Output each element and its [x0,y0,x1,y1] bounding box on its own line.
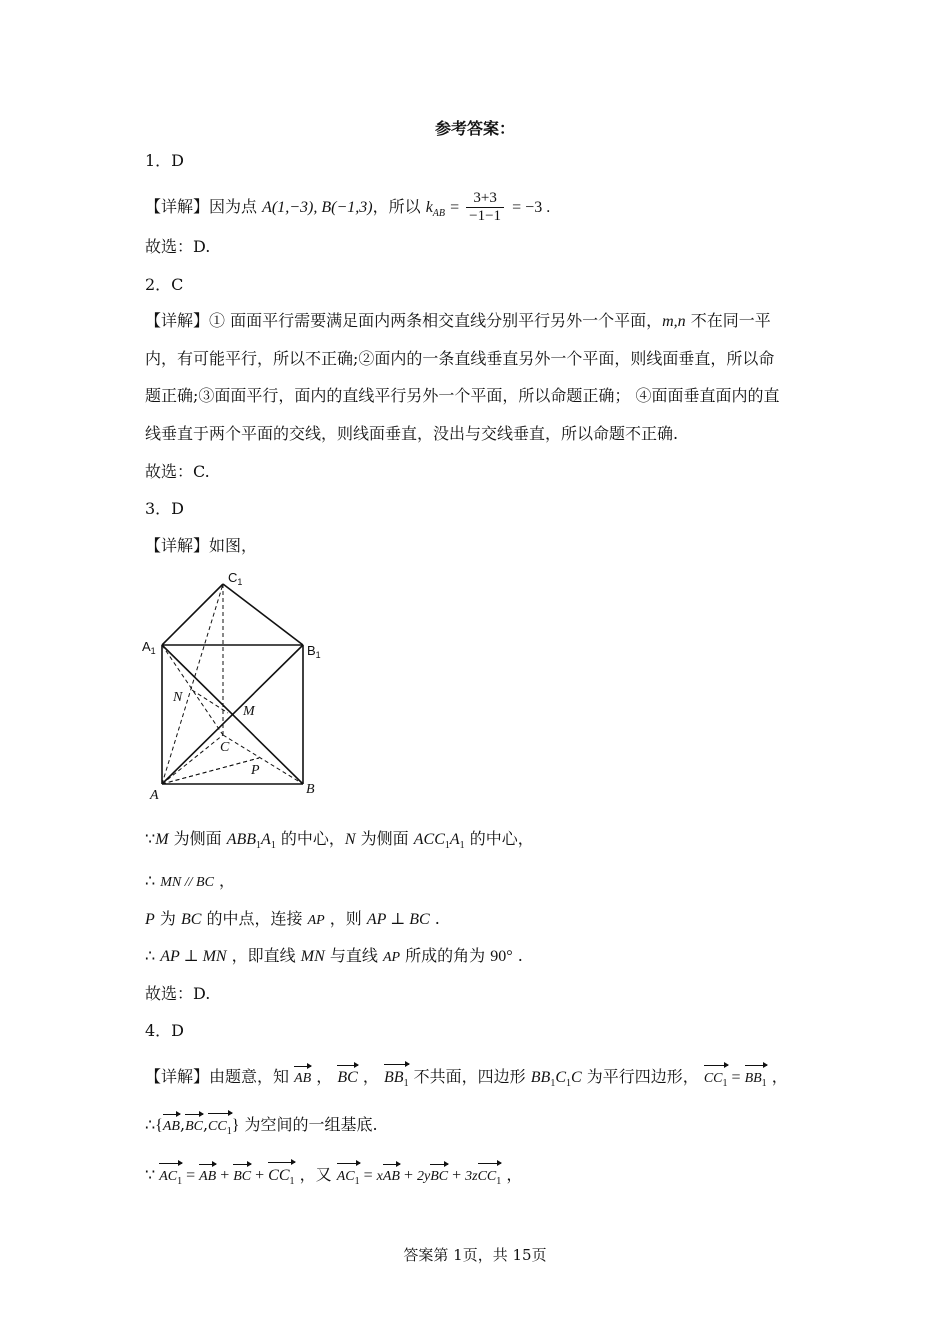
vector-cc1 [268,1162,294,1193]
q1-text-b: ，所以 [372,197,421,216]
plus: + [448,1167,466,1184]
q3-text: 为 [154,909,181,928]
because-symbol: ∵ [145,1167,160,1184]
vector-cc1 [704,1065,728,1095]
vector-ab: AB [294,1066,311,1090]
subscript: 1 [459,840,465,852]
q1-points: A(1,−3), B(−1,3) [262,199,373,216]
q4-text: ， [501,1165,523,1184]
q3-text: ，即直线 [226,946,301,965]
q4-text: 为空间的一组基底. [239,1115,378,1134]
q3-heading: 3．D [145,499,185,518]
q1-heading: 1．D [145,151,185,170]
plus: + [399,1167,417,1184]
equals: = [727,1069,745,1086]
equals: = [359,1167,377,1184]
label-c: C [220,740,230,755]
q1-text-a: 因为点 [209,197,258,216]
label-b1: $B_1$ [307,643,321,660]
q2-line1-tail: 不在同一平 [685,311,771,330]
vector-body: CC [208,1119,227,1134]
vector-bc: BC [233,1164,251,1188]
vector-bc: BC [185,1114,203,1138]
subscript: 1 [354,1175,360,1187]
q4-text: 为平行四边形， [581,1067,699,1086]
label-m: M [243,704,255,719]
q3-text: 的中点，连接 [201,909,308,928]
subscript: 1 [270,840,276,852]
q2-mn: m,n [662,313,686,330]
q4-heading: 4．D [145,1021,185,1040]
slope-fraction [466,190,504,225]
q3-text: 为侧面 [168,829,227,848]
vector-body: AC [159,1169,178,1184]
q4-text: ， [766,1067,788,1086]
vector-ab: AB [163,1114,180,1138]
ap-perp-mn: AP ⊥ MN [160,948,227,965]
slope-symbol: k [425,199,433,216]
fraction-numerator: 3+3 [466,190,504,208]
q4-text: 【详解】由题意，知 [145,1067,295,1086]
page-title: 参考答案： [434,119,515,138]
separator: ， [357,1067,379,1086]
mn-parallel-bc: MN // BC [160,875,214,890]
vector-ab: AB [383,1164,400,1188]
vector-body: CC [477,1169,497,1184]
seg-bc: BC [180,911,202,928]
line-mn: MN [300,948,325,965]
q4-line3 [145,1162,522,1193]
q2-conclusion: 故选：C. [145,462,210,481]
q3-text: ，则 [324,909,367,928]
prism-hidden-edges [162,584,303,784]
seg-ap: AP [307,913,325,928]
q2-heading: 2．C [145,275,184,294]
vector-cc1 [208,1113,232,1143]
coef-x: x [376,1169,383,1184]
q3-text: 所成的角为 [400,946,491,965]
detail-label: 【详解】 [145,197,210,216]
q1-detail: 【详解】因为点 A(1,−3), B(−1,3)，所以 $k_{AB}$ = $\frac{3+3}{-1-1}$ = −3 . [145,190,551,224]
vector-body: BB [744,1071,762,1086]
q3-text: . [429,909,440,928]
therefore-symbol: ∴ [145,946,161,965]
coef-3z: 3z [465,1169,478,1184]
q4-line1 [145,1064,788,1095]
line-ap: AP [382,950,401,965]
q2-line2: 内，有可能平行，所以不正确;②面内的一条直线垂直另外一个平面，则线面垂直，所以命 [145,349,775,368]
label-b: B [306,782,315,797]
comma: , [202,1115,209,1134]
slope-subscript: AB [432,208,446,220]
quad-part: BB [530,1069,551,1086]
q2-line4: 线垂直于两个平面的交线，则线面垂直，没出与交线垂直，所以命题不正确. [145,424,679,443]
q3-text: 的中心， [464,829,534,848]
because-symbol: ∵ [145,829,156,848]
face-end: A [261,831,271,848]
vector-body: CC [268,1167,290,1184]
subscript: 1 [226,1125,232,1137]
equals: = [182,1167,200,1184]
q3-line3 [145,908,440,932]
comma: , [179,1115,186,1134]
quad-part: C [570,1069,582,1086]
vector-bc: BC [430,1164,448,1188]
subscript: 1 [177,1175,183,1187]
basis-open: ∴{ [145,1117,163,1134]
label-a: A [150,788,159,803]
plus: + [216,1167,234,1184]
basis-close: } [231,1117,240,1134]
label-n: N [173,690,183,705]
face-end: A [449,831,460,848]
q2-line3: 题正确;③面面平行，面内的直线平行另外一个平面，所以命题正确； ④面面垂直面内的直 [145,386,780,405]
prism-figure [140,565,330,805]
var-p: P [145,911,155,928]
therefore-symbol: ∴ [145,871,161,890]
page-footer: 答案第 1页，共 15页 [403,1246,547,1264]
subscript: 1 [444,840,450,852]
vector-bc: BC [337,1065,357,1089]
var-n: N [344,831,356,848]
plus: + [251,1167,269,1184]
face-abb1a1: ABB [226,831,257,848]
q1-conclusion: 故选：D. [145,237,211,256]
face-acc1a1: ACC [413,831,445,848]
subscript: 1 [403,1078,409,1090]
subscript: 1 [289,1176,295,1188]
subscript: 1 [496,1175,502,1187]
label-c1: $C_1$ [228,570,243,587]
q3-line4 [145,945,523,969]
q1-result: = −3 . [512,199,551,216]
fraction-denominator: −1−1 [469,208,502,224]
q4-line2 [145,1113,378,1143]
quad-part: C [555,1069,566,1086]
var-m: M [155,831,169,848]
vector-body: AC [336,1169,355,1184]
subscript: 1 [550,1078,556,1090]
subscript: 1 [565,1078,571,1090]
vector-body: CC [703,1071,723,1086]
q3-text: . [512,946,523,965]
subscript: 1 [761,1077,767,1089]
q3-conclusion: 故选：D. [145,984,211,1003]
angle-90: 90° [490,948,513,965]
subscript: 1 [722,1077,728,1089]
q3-intro: 【详解】如图， [145,536,258,555]
ap-perp-bc: AP ⊥ BC [366,911,430,928]
vector-ac1 [159,1163,182,1193]
vector-ab: AB [199,1164,216,1188]
vector-bb1 [384,1064,409,1095]
q2-line1 [145,310,771,333]
vector-ac1 [337,1163,360,1193]
coef-2y: 2y [416,1169,431,1184]
q3-text: 为侧面 [355,829,414,848]
separator: ， [311,1067,333,1086]
q3-text: 与直线 [324,946,383,965]
q2-line1-text: 【详解】① 面面平行需要满足面内两条相交直线分别平行另外一个平面， [145,311,663,330]
vector-bb1 [745,1065,767,1095]
q4-text: 不共面，四边形 [408,1067,531,1086]
label-p: P [251,763,260,778]
vector-cc1 [478,1163,502,1193]
q3-text: ， [213,871,236,890]
prism-solid-edges [162,584,303,784]
subscript: 1 [256,840,262,852]
q3-line1 [145,828,534,857]
q3-line2 [145,870,235,894]
q4-text: ，又 [294,1165,337,1184]
vector-body: BB [384,1069,404,1086]
q3-text: 的中心， [275,829,345,848]
label-a1: $A_1$ [142,639,156,656]
